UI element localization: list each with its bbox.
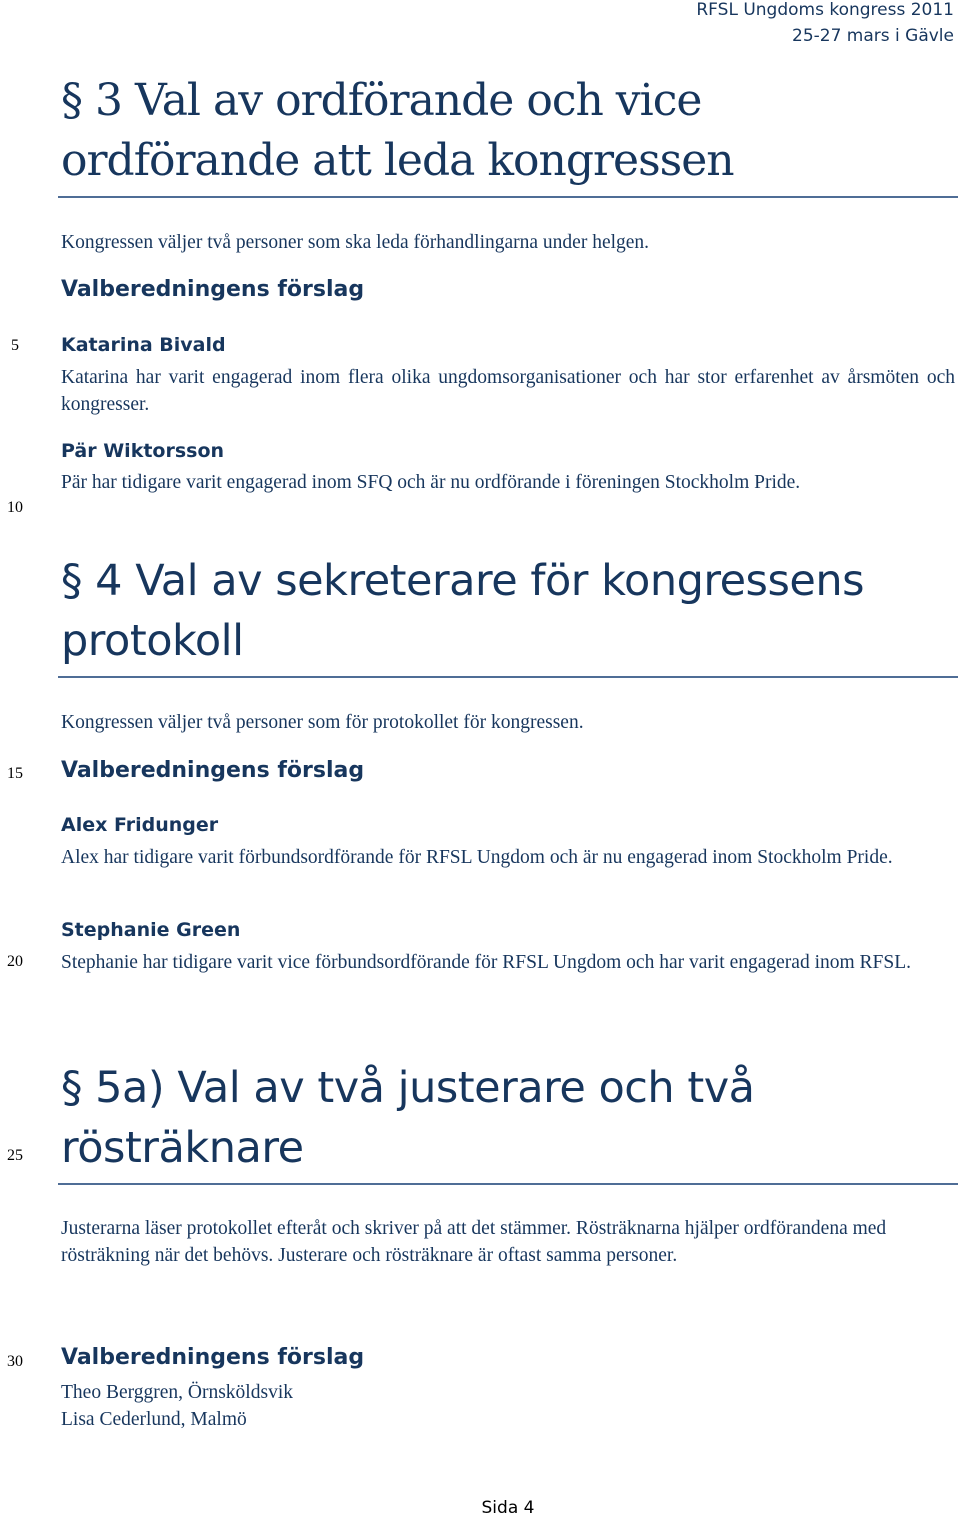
line-number: 15 [7, 765, 23, 782]
line-number: 25 [7, 1147, 23, 1164]
section5-title-line2: rösträknare [61, 1123, 304, 1173]
nominee: Lisa Cederlund, Malmö [61, 1409, 247, 1430]
section3-intro: Kongressen väljer två personer som ska leda förhandlingarna under helgen. [61, 232, 650, 253]
candidate-bio: Stephanie har tidigare varit vice förbundsordförande för RFSL Ungdom och har varit engagerad inom RFSL. [61, 952, 912, 973]
section3-title-line1: § 3 Val av ordförande och vice [61, 75, 702, 126]
section4-intro: Kongressen väljer två personer som för protokollet för kongressen. [61, 712, 584, 733]
candidate-name: Pär Wiktorsson [61, 440, 225, 462]
section4-proposal-heading: Valberedningens förslag [61, 758, 365, 783]
line-number: 20 [7, 953, 23, 970]
line-number: 30 [7, 1353, 23, 1370]
section3-divider [58, 196, 958, 198]
nominee: Theo Berggren, Örnsköldsvik [61, 1382, 293, 1403]
header-title: RFSL Ungdoms kongress 2011 [696, 0, 954, 20]
line-number: 5 [11, 337, 19, 354]
page-number: Sida 4 [481, 1498, 535, 1518]
header-date: 25-27 mars i Gävle [792, 26, 954, 46]
candidate-bio: Alex har tidigare varit förbundsordförande för RFSL Ungdom och är nu engagerad inom Stockholm Pride. [61, 847, 893, 868]
candidate-name: Katarina Bivald [61, 334, 226, 356]
candidate-name: Stephanie Green [61, 919, 241, 941]
section4-divider [58, 676, 958, 678]
section3-title-line2: ordförande att leda kongressen [61, 135, 734, 186]
section5-intro: Justerarna läser protokollet efteråt och skriver på att det stämmer. Rösträknarna hjälper ordförandena med rösträkning när det behövs. Justerare och rösträknare är oftast samma personer. [61, 1218, 887, 1266]
candidate-name: Alex Fridunger [61, 814, 219, 836]
candidate-bio: Katarina har varit engagerad inom flera olika ungdomsorganisationer och har stor erfarenhet av årsmöten och kongresser. [61, 367, 955, 415]
section5-proposal-heading: Valberedningens förslag [61, 1345, 365, 1370]
section3-proposal-heading: Valberedningens förslag [61, 277, 365, 302]
candidate-bio: Pär har tidigare varit engagerad inom SFQ och är nu ordförande i föreningen Stockholm Pride. [61, 472, 801, 493]
section4-title-line2: protokoll [61, 616, 244, 666]
section5-title-line1: § 5a) Val av två justerare och två [61, 1063, 755, 1113]
line-number: 10 [7, 499, 23, 516]
section4-title-line1: § 4 Val av sekreterare för kongressens [61, 556, 864, 606]
section5-divider [58, 1183, 958, 1185]
